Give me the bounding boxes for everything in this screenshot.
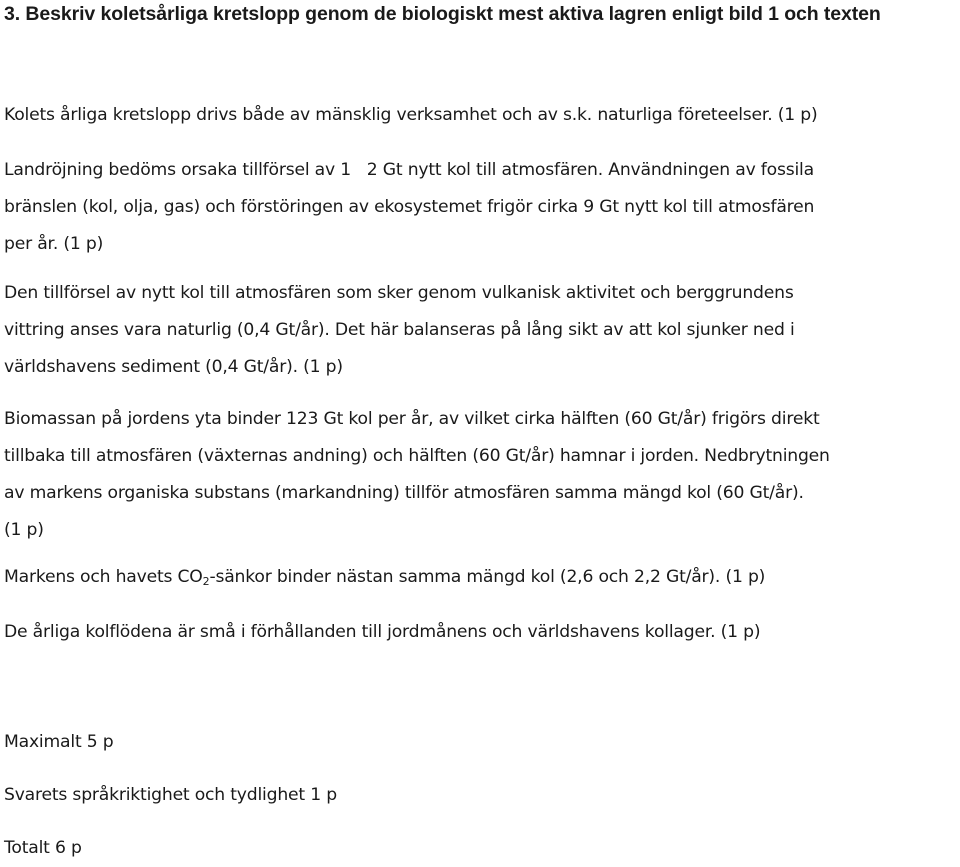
co2-text-after: -sänkor binder nästan samma mängd kol (2,6 och 2,2 Gt/år). (1 p) — [209, 567, 766, 587]
text-line: av markens organiska substans (markandning) tillför atmosfären samma mängd kol (60 Gt/år). — [4, 483, 804, 503]
text-line: Kolets årliga kretslopp drivs både av mänsklig verksamhet och av s.k. naturliga företeelser. (1 p) — [4, 105, 818, 125]
text-line: per år. (1 p) — [4, 234, 104, 254]
text-line: världshavens sediment (0,4 Gt/år). (1 p) — [4, 357, 343, 377]
text-line: bränslen (kol, olja, gas) och förstöringen av ekosystemet frigör cirka 9 Gt nytt kol till atmosfären — [4, 197, 815, 217]
score-total-text: Totalt 6 p — [4, 838, 82, 858]
paragraph-kolfloden — [4, 614, 960, 651]
co2-text-before: Markens och havets CO — [4, 567, 203, 587]
question-heading: 3. Beskriv koletsårliga kretslopp genom de biologiskt mest aktiva lagren enligt bild 1 och texten — [4, 3, 881, 25]
text-line: Landröjning bedöms orsaka tillförsel av 1 2 Gt nytt kol till atmosfären. Användningen av fossila — [4, 160, 814, 180]
text-line — [4, 559, 960, 596]
score-language-text: Svarets språkriktighet och tydlighet 1 p — [4, 785, 337, 805]
co2-subscript: 2 — [202, 575, 210, 588]
paragraph-co2-sankor — [4, 559, 960, 596]
text-line: De årliga kolflödena är små i förhållanden till jordmånens och världshavens kollager. (1 p) — [4, 622, 761, 642]
text-line: Den tillförsel av nytt kol till atmosfären som sker genom vulkanisk aktivitet och berggrundens — [4, 283, 794, 303]
paragraph-landrojning — [4, 152, 960, 263]
text-line: tillbaka till atmosfären (växternas andning) och hälften (60 Gt/år) hamnar i jorden. Nedbrytningen — [4, 446, 830, 466]
score-total — [4, 830, 960, 867]
score-language — [4, 777, 960, 814]
text-line: Biomassan på jordens yta binder 123 Gt kol per år, av vilket cirka hälften (60 Gt/år) frigörs direkt — [4, 409, 820, 429]
paragraph-biomassa — [4, 401, 960, 549]
paragraph-kretslopp-intro — [4, 97, 960, 134]
score-max — [4, 724, 960, 761]
text-line: (1 p) — [4, 520, 44, 540]
paragraph-vulkanisk-tillforsel — [4, 275, 960, 386]
text-line: vittring anses vara naturlig (0,4 Gt/år). Det här balanseras på lång sikt av att kol sjunker ned i — [4, 320, 795, 340]
score-max-text: Maximalt 5 p — [4, 732, 114, 752]
